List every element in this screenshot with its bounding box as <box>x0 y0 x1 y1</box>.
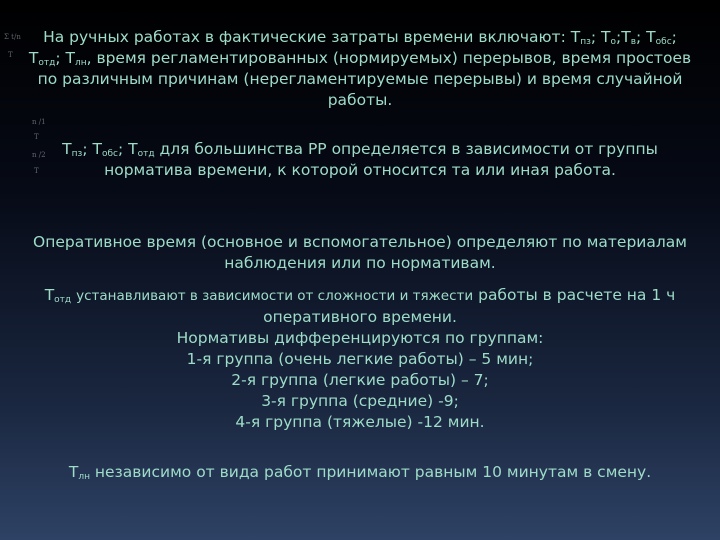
group-item: 2-я группа (легкие работы) – 7; <box>231 371 489 389</box>
faint-formula-line: Т <box>34 133 39 141</box>
paragraph-rest-time: $Т_{отд}$ устанавливают в зависимости от сложности и тяжести работы в расчете на 1 ч оперативного времени. Нормативы дифференцируются по группам: 1-я группа (очень легкие работы) – 5 мин; 2-я группа (легкие работы) – 7; 3-я группа (средние) -9; 4-я группа (тяжелые) -12 мин. <box>28 285 692 433</box>
groups-intro: Нормативы дифференцируются по группам: <box>176 329 544 347</box>
inline-small-text: устанавливают в зависимости от сложности и тяжести <box>76 288 474 304</box>
paragraph-time-components: На ручных работах в фактические затраты времени включают: $Т_{пз}$; $Т_о;Т_в$; $Т_{обс}$; $Т_{отд}$; $Т_{лн}$, время регламентированных (нормируемых) перерывов, время простоев по различным причинам (нерегламентируемые перерывы) и время случайной работы. <box>28 28 692 109</box>
group-item: 1-я группа (очень легкие работы) – 5 мин; <box>186 350 534 368</box>
faint-formula-line: Т <box>8 51 13 59</box>
group-item: 4-я группа (тяжелые) -12 мин. <box>235 413 485 431</box>
paragraph-operative-time: Оперативное время (основное и вспомогательное) определяют по материалам наблюдения или по нормативам. <box>33 233 687 272</box>
group-item: 3-я группа (средние) -9; <box>261 392 459 410</box>
paragraph-norm-groups: $Т_{пз}$; $Т_{обс}$; $Т_{отд}$ для большинства РР определяется в зависимости от группы норматива времени, к которой относится та или иная работа. <box>62 140 658 179</box>
faint-formula-line: Т <box>34 167 39 175</box>
faint-formula-line: Σ t/n <box>4 33 21 41</box>
paragraph-random-work: $Т_{лн}$ независимо от вида работ принимают равным 10 минутам в смену. <box>68 463 652 482</box>
faint-formula-line: n /2 <box>32 151 46 159</box>
faint-formula-line: n /1 <box>32 118 46 126</box>
